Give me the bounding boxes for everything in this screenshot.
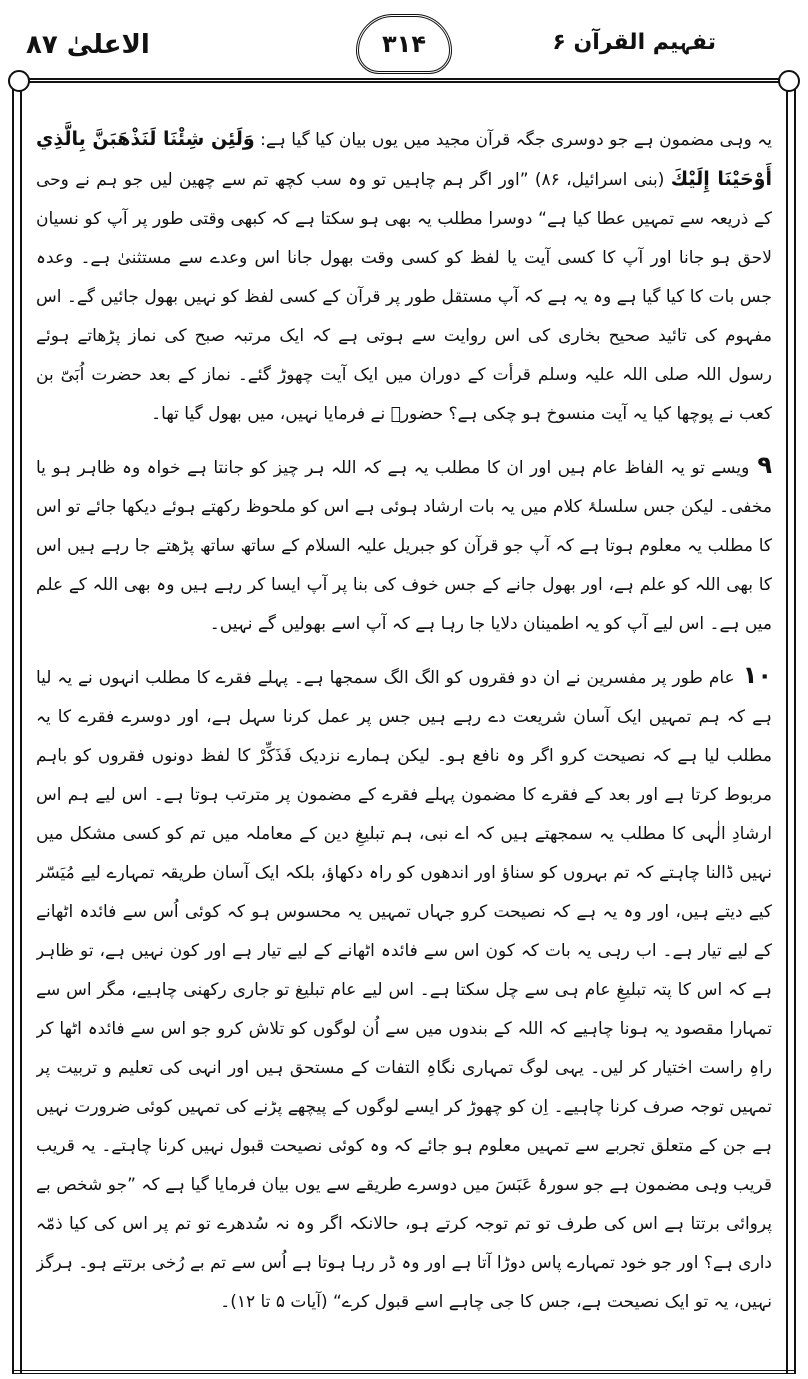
paragraph-text: عام طور پر مفسرین نے ان دو فقروں کو الگ الگ سمجھا ہے۔ پہلے فقرے کا مطلب انہوں نے یہ لیا ہے کہ ہم تمہیں ایک آسان شریعت دے رہے ہیں جس پر عمل کرنا سہل ہے، اور دوسرے فقرے کا یہ مطلب لیا ہے کہ نصیحت کرو اگر وہ نافع ہو۔ لیکن ہمارے نزدیک فَذَكِّرْ کا لفظ دونوں فقروں کو باہم مربوط کرتا ہے اور بعد کے فقرے کا مضمون پہلے فقرے کے مضمون پر مترتب ہوتا ہے۔ اس لیے ہم اس ارشادِ الٰہی کا مطلب یہ سمجھتے ہیں کہ اے نبی، ہم تبلیغِ دین کے معاملہ میں تم کو کسی مشکل میں نہیں ڈالنا چاہتے کہ تم بہروں کو سناؤ اور اندھوں کو راہ دکھاؤ، بلکہ ایک آسان طریقہ تمہارے لیے مُیَسّر کیے دیتے ہیں، اور وہ یہ ہے کہ نصیحت کرو جہاں تمہیں یہ محسوس ہو کہ کوئی اُس سے فائدہ اٹھانے کے لیے تیار ہے۔ اب رہی یہ بات کہ کون اس سے فائدہ اٹھانے کے لیے تیار ہے اور کون نہیں ہے، تو ظاہر ہے کہ اس کا پتہ تبلیغِ عام ہی سے چل سکتا ہے۔ اس لیے عام تبلیغ تو جاری رکھنی چاہیے، مگر اس سے تمہارا مقصود یہ ہونا چاہیے کہ اللہ کے بندوں میں سے اُن لوگوں کو تلاش کرو جو اس سے فائدہ اٹھا کر راہِ راست اختیار کر لیں۔ یہی لوگ تمہاری نگاہِ التفات کے مستحق ہیں اور انہی کی تعلیم و تربیت پر تمہیں توجہ صرف کرنا چاہیے۔ اِن کو چھوڑ کر ایسے لوگوں کے پیچھے پڑنے کی تمہیں کوئی ضرورت نہیں ہے جن کے متعلق تجربے سے تمہیں معلوم ہو جائے کہ وہ کوئی نصیحت قبول نہیں کرنا چاہتے۔ یہ قریب قریب وہی مضمون ہے جو سورۂ عَبَسَ میں دوسرے طریقے سے یوں بیان فرمایا گیا ہے کہ ”جو شخص بے پروائی برتتا ہے اس کی طرف تو تم توجہ کرتے ہو، حالانکہ اگر وہ نہ سُدھرے تو تم پر اس کی کیا ذمّہ داری ہے؟ اور جو خود تمہارے پاس دوڑا آتا ہے اور وہ ڈر رہا ہوتا ہے اُس سے تم بے رُخی برتتے ہو۔ ہرگز نہیں، یہ تو ایک نصیحت ہے، جس کا جی چاہے اسے قبول کرے“ (آیات ۵ تا ۱۲)۔ <box>36 668 772 1312</box>
footnote-number: ۱۰ <box>742 661 772 689</box>
footnote-paragraph-10 <box>36 656 772 1322</box>
left-corner-ornament <box>8 70 30 92</box>
book-title: تفہیم القرآن ۶ <box>552 30 716 55</box>
paragraph-continuation <box>36 120 772 434</box>
page-number: ۳۱۴ <box>382 30 426 58</box>
quran-verse: وَلَئِن شِئْنَا لَنَذْهَبَنَّ بِالَّذِي أَوْحَيْنَا إِلَيْكَ <box>36 128 772 190</box>
footnote-paragraph-9 <box>36 446 772 644</box>
page-number-emblem <box>356 14 452 74</box>
surah-title: الاعلیٰ ۸۷ <box>26 30 150 60</box>
right-border-pillar <box>786 80 796 1374</box>
page-header <box>0 0 808 80</box>
footnote-number: ۹ <box>757 451 772 479</box>
right-corner-ornament <box>778 70 800 92</box>
paragraph-text-after: (بنی اسرائیل، ۸۶) ”اور اگر ہم چاہیں تو وہ سب کچھ تم سے چھین لیں جو ہم نے وحی کے ذریعہ سے تمہیں عطا کیا ہے“ دوسرا مطلب یہ بھی ہو سکتا ہے کہ کبھی وقتی طور پر آپ کو نسیان لاحق ہو جانا اور آپ کا کسی آیت یا لفظ کو کسی وقت بھول جانا اس وعدے سے مستثنیٰ ہے۔ وعدہ جس بات کا کیا گیا ہے وہ یہ ہے کہ آپ مستقل طور پر قرآن کے کسی لفظ کو نہیں بھول جائیں گے۔ اس مفہوم کی تائید صحیح بخاری کی اس روایت سے ہوتی ہے کہ ایک مرتبہ صبح کی نماز پڑھاتے ہوئے رسول اللہ صلی اللہ علیہ وسلم قرأت کے دوران میں ایک آیت چھوڑ گئے۔ نماز کے بعد حضرت اُبَیّ بن کعب نے پوچھا کیا یہ آیت منسوخ ہو چکی ہے؟ حضورؐ نے فرمایا نہیں، میں بھول گیا تھا۔ <box>36 170 772 424</box>
paragraph-text: یہ وہی مضمون ہے جو دوسری جگہ قرآن مجید میں یوں بیان کیا گیا ہے: <box>254 130 772 150</box>
paragraph-text: ویسے تو یہ الفاظ عام ہیں اور ان کا مطلب یہ ہے کہ اللہ ہر چیز کو جانتا ہے خواہ وہ ظاہر ہو یا مخفی۔ لیکن جس سلسلۂ کلام میں یہ بات ارشاد ہوئی ہے اس کو ملحوظ رکھتے ہوئے دیکھا جائے تو اس کا مطلب یہ معلوم ہوتا ہے کہ آپ جو قرآن کو جبریل علیہ السلام کے ساتھ ساتھ پڑھتے جا رہے ہیں اس کا بھی اللہ کو علم ہے، اور بھول جانے کے جس خوف کی بنا پر آپ ایسا کر رہے ہیں وہ بھی اللہ کے علم میں ہے۔ اس لیے آپ کو یہ اطمینان دلایا جا رہا ہے کہ آپ اسے بھولیں گے نہیں۔ <box>36 458 772 634</box>
page-body <box>36 120 772 1360</box>
left-border-pillar <box>12 80 22 1374</box>
